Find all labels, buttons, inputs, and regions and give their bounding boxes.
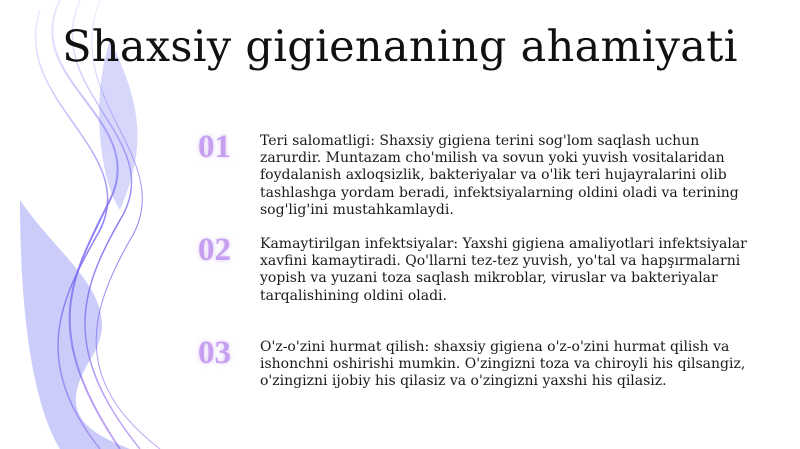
item-text: Kamaytirilgan infektsiyalar: Yaxshi gigiena amaliyotlari infektsiyalar xavfini kamaytiradi. Qo'llarni tez-tez yuvish, yo'tal va hapşırmalarni yopish va yuzani toza saqlash mikroblar, viruslar va bakteriyalar tarqalishining oldini oladi. [260,236,747,304]
slide-title: Shaxsiy gigienaning ahamiyati [62,22,738,72]
item-text: O'z-o'zini hurmat qilish: shaxsiy gigiena o'z-o'zini hurmat qilish va ishonchni oshirishi mumkin. O'zingizni toza va chiroyli his qilsangiz, o'zingizni ijobiy his qilasiz va o'zingizni yaxshi his qilasiz. [260,339,746,390]
item-number: 03 [198,335,231,371]
item-number: 01 [198,129,231,165]
item-number: 02 [198,232,231,268]
item-text: Teri salomatligi: Shaxsiy gigiena terini sog'lom saqlash uchun zarurdir. Muntazam cho'milish va sovun yoki yuvish vositalaridan foydalanish axloqsizlik, bakteriyalar va o'lik teri hujayralarini olib tashlashga yordam beradi, infektsiyalarning oldini oladi va terining sog'lig'ini mustahkamlaydi. [260,133,739,218]
